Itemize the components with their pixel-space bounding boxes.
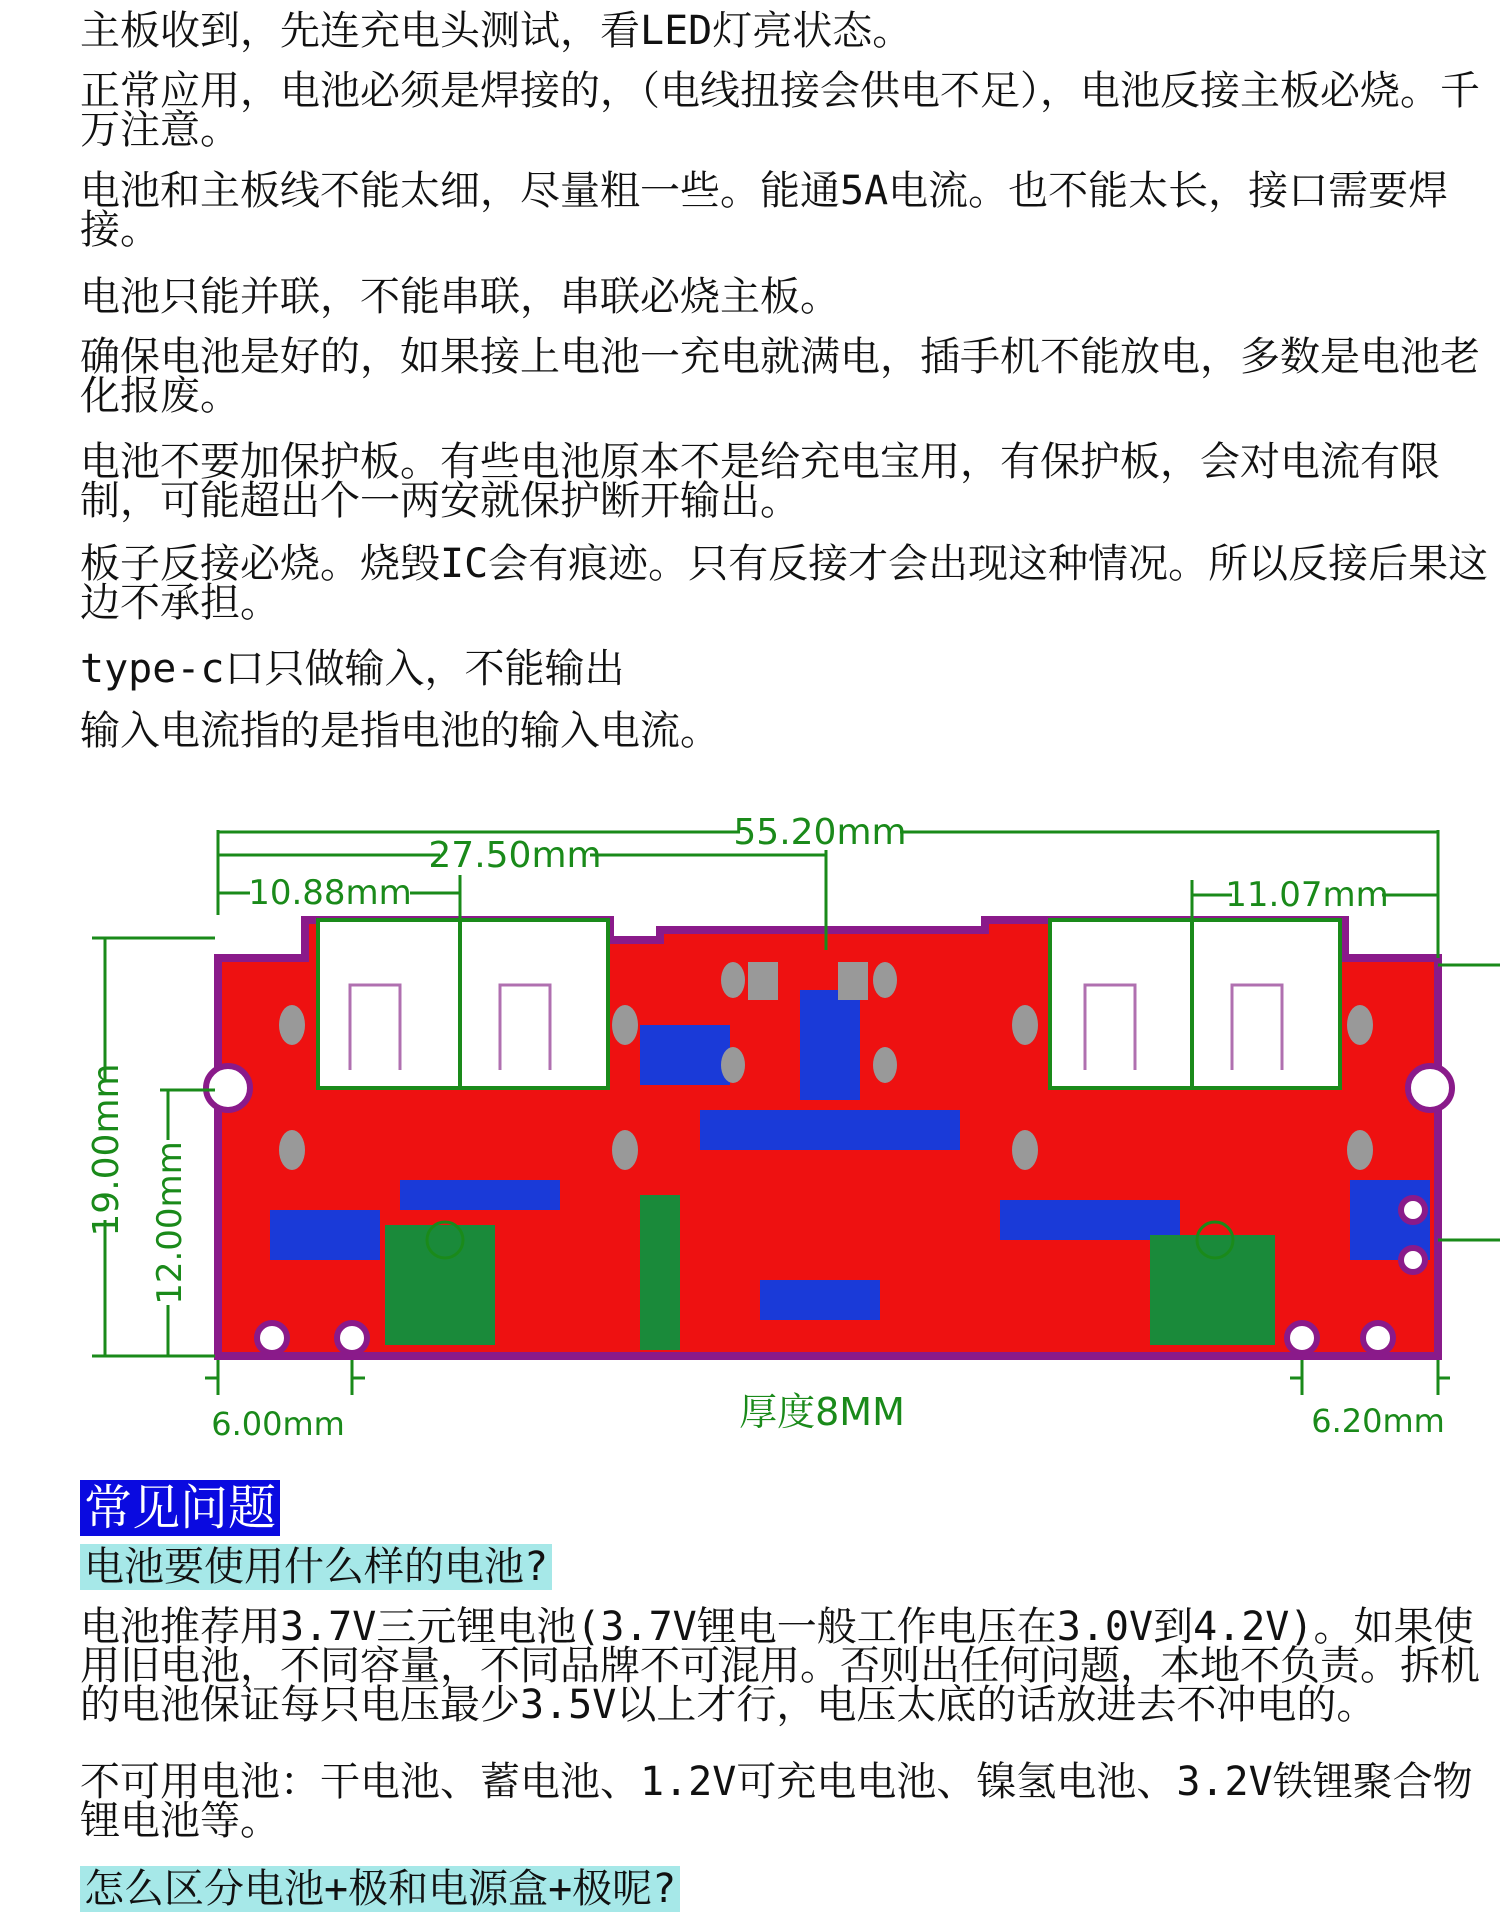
pcb-board [206, 920, 1452, 1356]
usb-port-left [318, 920, 608, 1088]
dim-right-hole: 6.20mm [1311, 1402, 1445, 1440]
faq-answer-2: 不可用电池：干电池、蓄电池、1.2V可充电电池、镍氢电池、3.2V铁锂聚合物锂电池等。 [80, 1759, 1473, 1844]
note-6: 电池不要加保护板。有些电池原本不是给充电宝用，有保护板，会对电流有限制，可能超出个一两安就保护断开输出。 [80, 439, 1440, 524]
note-2: 正常应用，电池必须是焊接的，（电线扭接会供电不足），电池反接主板必烧。千万注意。 [80, 68, 1480, 153]
note-8: type-c口只做输入，不能输出 [80, 646, 625, 692]
note-3: 电池和主板线不能太细，尽量粗一些。能通5A电流。也不能太长，接口需要焊接。 [80, 168, 1449, 253]
dim-left-port: 10.88mm [248, 873, 412, 913]
dim-right-port: 11.07mm [1225, 875, 1389, 915]
faq-answer-1: 电池推荐用3.7V三元锂电池(3.7V锂电一般工作电压在3.0V到4.2V)。如果使用旧电池，不同容量，不同品牌不可混用。否则出任何问题，本地不负责。拆机的电池保证每只电压最少3.5V以上才行，电压太底的话放进去不冲电的。 [80, 1604, 1480, 1728]
inductor-left [385, 1225, 495, 1345]
dim-total-width: 55.20mm [733, 812, 907, 853]
note-5: 确保电池是好的，如果接上电池一充电就满电，插手机不能放电，多数是电池老化报废。 [80, 334, 1480, 419]
faq-question-2: 怎么区分电池+极和电源盒+极呢? [80, 1866, 680, 1912]
faq-title: 常见问题 [80, 1480, 280, 1536]
usb-port-right [1050, 920, 1340, 1088]
dim-inner-height: 12.00mm [150, 1141, 190, 1305]
dim-height: 19.00mm [86, 1063, 127, 1237]
note-9: 输入电流指的是指电池的输入电流。 [80, 708, 720, 754]
note-4: 电池只能并联，不能串联，串联必烧主板。 [80, 274, 840, 320]
inductor-right [1150, 1235, 1275, 1345]
note-7: 板子反接必烧。烧毁IC会有痕迹。只有反接才会出现这种情况。所以反接后果这边不承担。 [80, 541, 1489, 626]
pcb-dimension-drawing [0, 780, 1500, 1450]
dim-left-hole: 6.00mm [211, 1405, 345, 1443]
dim-center-offset: 27.50mm [428, 835, 602, 876]
thickness-label: 厚度8MM [739, 1390, 905, 1434]
faq-question-1: 电池要使用什么样的电池? [80, 1544, 552, 1590]
note-1: 主板收到，先连充电头测试，看LED灯亮状态。 [80, 8, 913, 54]
inductor-center [640, 1195, 680, 1350]
